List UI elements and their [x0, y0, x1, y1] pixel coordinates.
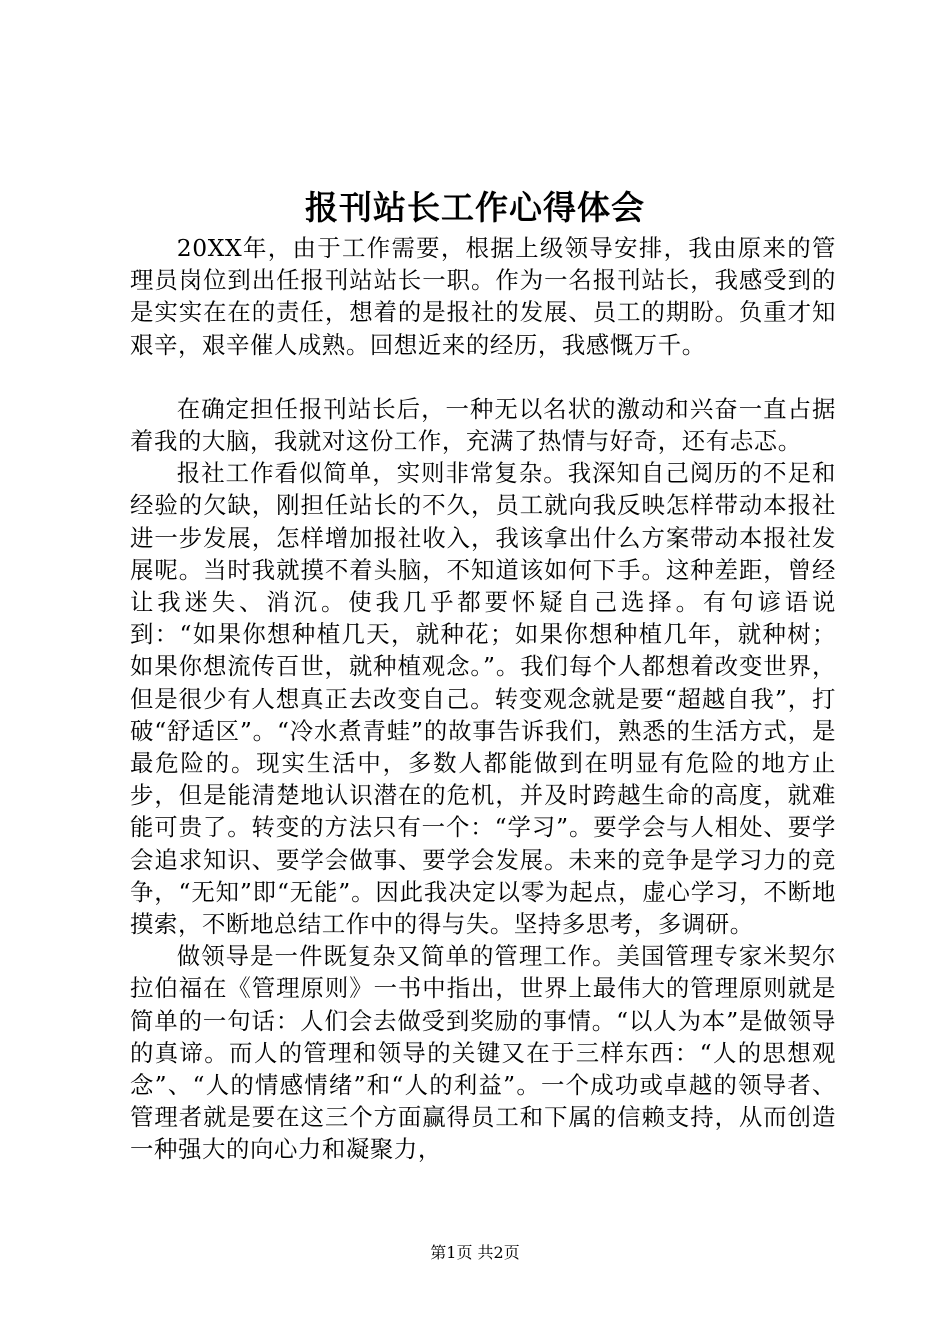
- paragraph-intro: 20XX年，由于工作需要，根据上级领导安排，我由原来的管理员岗位到出任报刊站站长一职。作为一名报刊站长，我感受到的是实实在在的责任，想着的是报社的发展、员工的期盼。负重才知艰辛，艰辛催人成熟。回想近来的经历，我感慨万千。: [130, 234, 836, 359]
- paragraph-gap: [130, 361, 836, 393]
- paragraph-leadership: 做领导是一件既复杂又简单的管理工作。美国管理专家米契尔拉伯福在《管理原则》一书中指出，世界上最伟大的管理原则就是简单的一句话：人们会去做受到奖励的事情。“以人为本”是做领导的真谛。而人的管理和领导的关键又在于三样东西：“人的思想观念”、“人的情感情绪”和“人的利益”。一个成功或卓越的领导者、管理者就是要在这三个方面赢得员工和下属的信赖支持，从而创造一种强大的向心力和凝聚力，: [130, 942, 836, 1164]
- page-number: 第1页 共2页: [430, 1243, 520, 1262]
- document-body: [130, 232, 836, 1166]
- paragraph-appointment: 在确定担任报刊站长后，一种无以名状的激动和兴奋一直占据着我的大脑，我就对这份工作，充满了热情与好奇，还有忐忑。: [130, 394, 836, 456]
- document-title: 报刊站长工作心得体会: [305, 188, 645, 227]
- paragraph-newspaper-work: 报社工作看似简单，实则非常复杂。我深知自己阅历的不足和经验的欠缺，刚担任站长的不久，员工就向我反映怎样带动本报社进一步发展，怎样增加报社收入，我该拿出什么方案带动本报社发展呢。当时我就摸不着头脑，不知道该如何下手。这种差距，曾经让我迷失、消沉。使我几乎都要怀疑自己选择。有句谚语说到：“如果你想种植几天，就种花；如果你想种植几年，就种树；如果你想流传百世，就种植观念。”。我们每个人都想着改变世界，但是很少有人想真正去改变自己。转变观念就是要“超越自我”，打破“舒适区”。“冷水煮青蛙”的故事告诉我们，熟悉的生活方式，是最危险的。现实生活中，多数人都能做到在明显有危险的地方止步，但是能清楚地认识潜在的危机，并及时跨越生命的高度，就难能可贵了。转变的方法只有一个：“学习”。要学会与人相处、要学会追求知识、要学会做事、要学会发展。未来的竞争是学习力的竞争，“无知”即“无能”。因此我决定以零为起点，虚心学习，不断地摸索，不断地总结工作中的得与失。坚持多思考，多调研。: [130, 459, 836, 939]
